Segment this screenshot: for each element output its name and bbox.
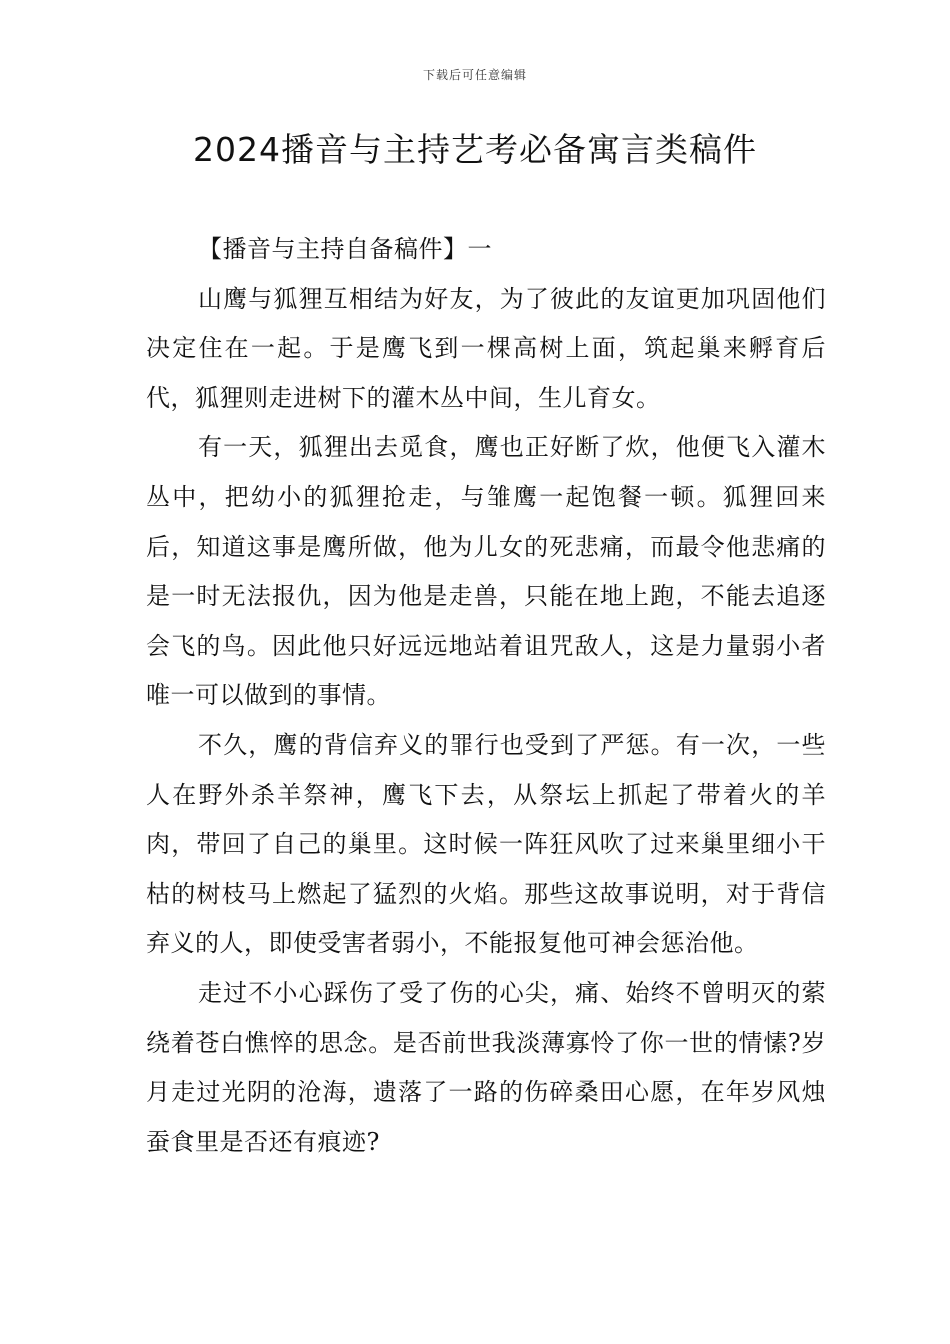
header-note: 下载后可任意编辑: [422, 68, 527, 82]
paragraph: 不久，鹰的背信弃义的罪行也受到了严惩。有一次，一些人在野外杀羊祭神，鹰飞下去，从祭坛上抓起了带着火的羊肉，带回了自己的巢里。这时候一阵狂风吹了过来巢里细小干枯的树枝马上燃起了猛烈的火焰。那些这故事说明，对于背信弃义的人，即使受害者弱小，不能报复他可神会惩治他。: [146, 730, 826, 958]
document-body: [146, 225, 826, 1167]
paragraph: 有一天，狐狸出去觅食，鹰也正好断了炊，他便飞入灌木丛中，把幼小的狐狸抢走，与雏鹰一起饱餐一顿。狐狸回来后，知道这事是鹰所做，他为儿女的死悲痛，而最令他悲痛的是一时无法报仇，因为他是走兽，只能在地上跑，不能去追逐会飞的鸟。因此他只好远远地站着诅咒敌人，这是力量弱小者唯一可以做到的事情。: [146, 433, 826, 710]
document-title: 2024播音与主持艺考必备寓言类稿件: [193, 130, 757, 169]
paragraph: 山鹰与狐狸互相结为好友，为了彼此的友谊更加巩固他们决定住在一起。于是鹰飞到一棵高树上面，筑起巢来孵育后代，狐狸则走进树下的灌木丛中间，生儿育女。: [146, 284, 826, 412]
section-heading: 【播音与主持自备稿件】一: [198, 235, 492, 263]
paragraph: 走过不小心踩伤了受了伤的心尖，痛、始终不曾明灭的萦绕着苍白憔悴的思念。是否前世我淡薄寡怜了你一世的情愫?岁月走过光阴的沧海，遗落了一路的伤碎桑田心愿，在年岁风烛蚕食里是否还有痕迹?: [146, 978, 826, 1156]
